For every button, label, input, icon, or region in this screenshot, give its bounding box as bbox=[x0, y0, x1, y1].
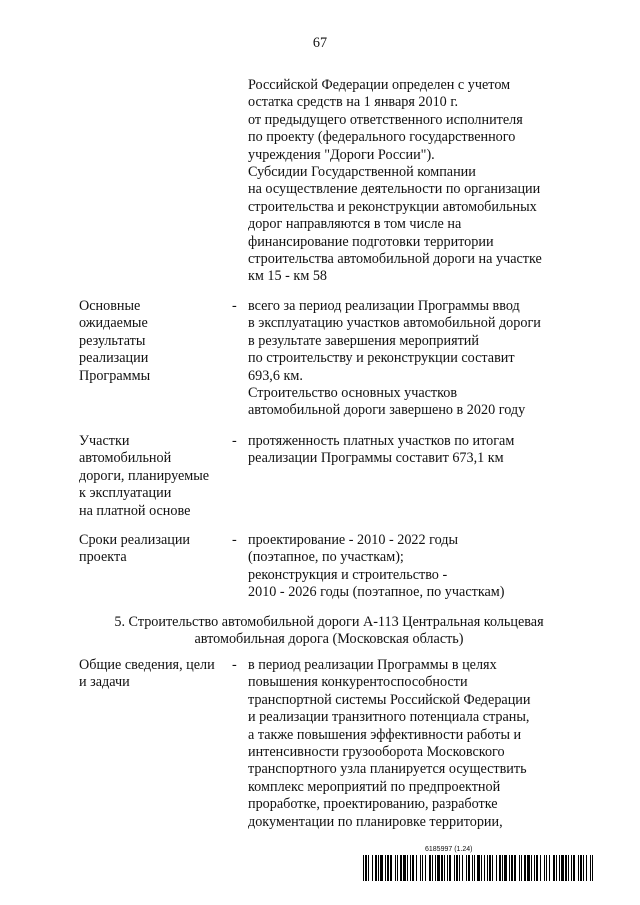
text-line: на осуществление деятельности по организации bbox=[248, 181, 541, 198]
label-line: результаты bbox=[79, 332, 146, 349]
row-content bbox=[248, 532, 593, 602]
label-line: дороги, планируемые bbox=[79, 467, 210, 484]
row-content bbox=[248, 298, 593, 420]
barcode-number: 6185997 (1.24) bbox=[425, 846, 473, 853]
content-line: интенсивности грузооборота Московского bbox=[248, 744, 505, 761]
label-line: Программы bbox=[79, 367, 151, 384]
content-line: и реализации транзитного потенциала страны, bbox=[248, 709, 530, 726]
label-line: ожидаемые bbox=[79, 315, 148, 332]
content-line: документации по планировке территории, bbox=[248, 813, 503, 830]
row-dash: - bbox=[232, 298, 237, 314]
text-line: остатка средств на 1 января 2010 г. bbox=[248, 94, 459, 111]
row-label bbox=[79, 433, 229, 520]
content-line: протяженность платных участков по итогам bbox=[248, 433, 515, 449]
row-dash: - bbox=[232, 657, 237, 673]
row-label bbox=[79, 532, 229, 567]
label-line: на платной основе bbox=[79, 502, 191, 519]
text-line: финансирование подготовки территории bbox=[248, 233, 494, 250]
text-line: км 15 - км 58 bbox=[248, 268, 328, 285]
content-line: (поэтапное, по участкам); bbox=[248, 549, 404, 566]
label-line: реализации bbox=[79, 350, 149, 367]
label-line: Сроки реализации bbox=[79, 532, 191, 548]
content-line: в период реализации Программы в целях bbox=[248, 657, 497, 673]
row-dash: - bbox=[232, 433, 237, 449]
row-dash: - bbox=[232, 532, 237, 548]
label-line: Общие сведения, цели bbox=[79, 657, 215, 673]
content-line: в результате завершения мероприятий bbox=[248, 332, 479, 349]
label-line: к эксплуатации bbox=[79, 485, 172, 502]
section-heading bbox=[79, 614, 579, 649]
text-line: учреждения "Дороги России"). bbox=[248, 146, 435, 163]
heading-line: автомобильная дорога (Московская область) bbox=[194, 631, 464, 648]
label-line: автомобильной bbox=[79, 450, 172, 467]
row-label bbox=[79, 298, 229, 385]
content-line: всего за период реализации Программы ввод bbox=[248, 298, 520, 314]
text-line: Российской Федерации определен с учетом bbox=[248, 77, 511, 93]
content-line: реконструкция и строительство - bbox=[248, 566, 448, 583]
text-line: дорог направляются в том числе на bbox=[248, 216, 462, 233]
content-line: 2010 - 2026 годы (поэтапное, по участкам) bbox=[248, 584, 505, 601]
content-line: повышения конкурентоспособности bbox=[248, 674, 468, 691]
label-line: проекта bbox=[79, 549, 127, 566]
text-line: строительства автомобильной дороги на участке bbox=[248, 251, 542, 268]
text-line: Субсидии Государственной компании bbox=[248, 164, 476, 181]
text-line: от предыдущего ответственного исполнителя bbox=[248, 111, 523, 128]
content-line: проектирование - 2010 - 2022 годы bbox=[248, 532, 459, 548]
row-content bbox=[248, 657, 593, 831]
label-line: и задачи bbox=[79, 674, 130, 691]
content-line: Строительство основных участков bbox=[248, 385, 458, 402]
barcode-icon bbox=[363, 855, 593, 881]
content-line: в эксплуатацию участков автомобильной дороги bbox=[248, 315, 541, 332]
label-line: Основные bbox=[79, 298, 141, 314]
row-label bbox=[79, 657, 229, 692]
continuation-text bbox=[248, 77, 588, 286]
text-line: по проекту (федерального государственного bbox=[248, 129, 516, 146]
content-line: транспортной системы Российской Федерации bbox=[248, 691, 531, 708]
row-content bbox=[248, 433, 593, 468]
content-line: проработке, проектированию, разработке bbox=[248, 796, 498, 813]
content-line: а также повышения эффективности работы и bbox=[248, 726, 522, 743]
heading-line: 5. Строительство автомобильной дороги А-113 Центральная кольцевая bbox=[114, 614, 544, 630]
content-line: транспортного узла планируется осуществить bbox=[248, 761, 527, 778]
content-line: комплекс мероприятий по предпроектной bbox=[248, 778, 501, 795]
label-line: Участки bbox=[79, 433, 130, 449]
text-line: строительства и реконструкции автомобильных bbox=[248, 198, 537, 215]
content-line: 693,6 км. bbox=[248, 367, 303, 384]
content-line: по строительству и реконструкции составит bbox=[248, 350, 515, 367]
content-line: автомобильной дороги завершено в 2020 году bbox=[248, 402, 526, 419]
content-line: реализации Программы составит 673,1 км bbox=[248, 450, 504, 467]
page-number: 67 bbox=[312, 35, 328, 51]
